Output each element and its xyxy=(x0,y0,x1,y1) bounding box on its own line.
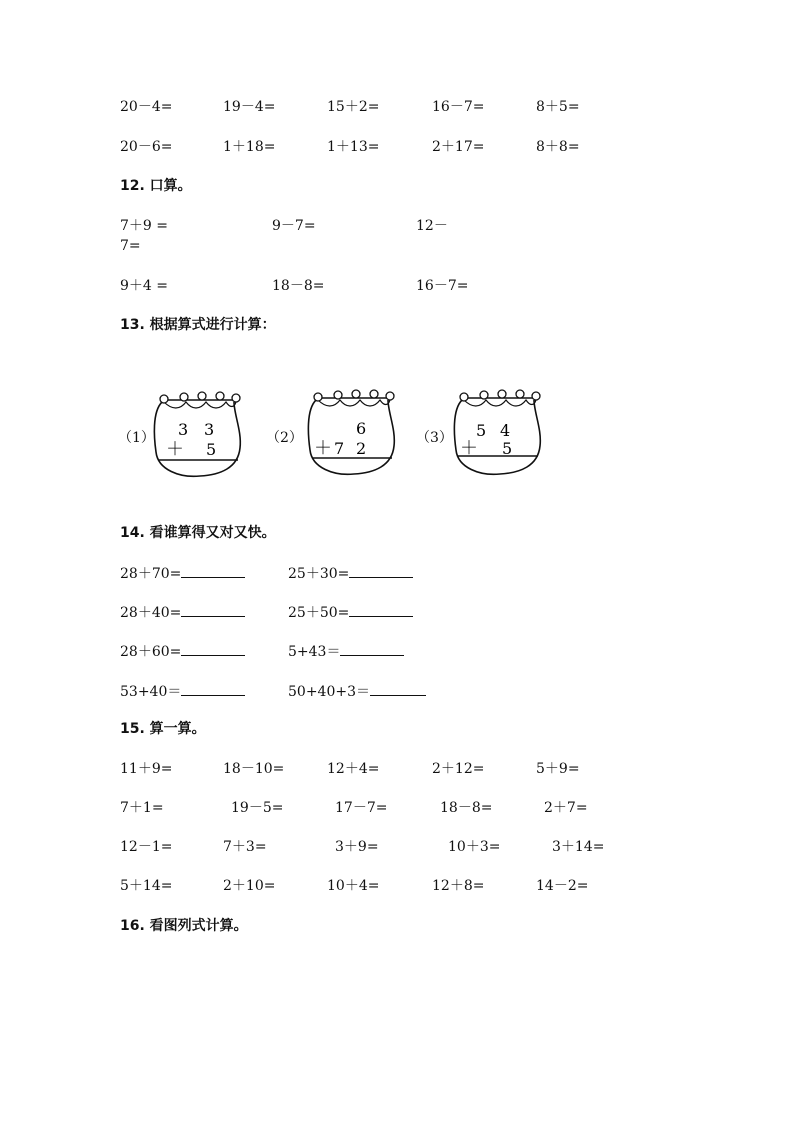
answer-blank[interactable] xyxy=(340,641,404,656)
exercise: 18－10= xyxy=(223,761,285,777)
exercise: 10＋3= xyxy=(448,839,501,855)
digit: 4 xyxy=(500,421,511,440)
exercise: 2＋7= xyxy=(544,800,588,816)
exercise: 11＋9= xyxy=(120,761,173,777)
digit: 5 xyxy=(502,439,513,458)
exercise: 1＋18= xyxy=(223,139,276,155)
exercise: 14－2= xyxy=(536,878,589,894)
bag-illustration xyxy=(450,386,546,478)
exercise: 12－ xyxy=(416,218,448,234)
exercise: 20－4= xyxy=(120,99,173,115)
bag-illustration xyxy=(304,386,400,478)
exercise: 19－4= xyxy=(223,99,276,115)
digit: 7 xyxy=(334,439,345,458)
answer-blank[interactable] xyxy=(349,602,413,617)
answer-blank[interactable] xyxy=(370,681,426,696)
exercise xyxy=(288,641,404,661)
exercise: 20－6= xyxy=(120,139,173,155)
exercise: 5＋9= xyxy=(536,761,580,777)
digit: 5 xyxy=(206,440,217,459)
exercise: 16－7= xyxy=(432,99,485,115)
exercise: 2＋10= xyxy=(223,878,276,894)
exercise-text: 28＋40= xyxy=(120,605,182,621)
answer-blank[interactable] xyxy=(181,602,245,617)
exercise-text: 28＋60= xyxy=(120,644,182,660)
question-title: 14. 看谁算得又对又快。 xyxy=(120,525,276,541)
exercise: 16－7= xyxy=(416,278,469,294)
question-title: 16. 看图列式计算。 xyxy=(120,918,248,934)
exercise-text: 25＋50= xyxy=(288,605,350,621)
answer-blank[interactable] xyxy=(181,563,245,578)
exercise: 2＋12= xyxy=(432,761,485,777)
exercise: 18－8= xyxy=(440,800,493,816)
exercise: 10＋4= xyxy=(327,878,380,894)
digit: 6 xyxy=(356,419,367,438)
exercise: 3＋9= xyxy=(335,839,379,855)
exercise: 8＋8= xyxy=(536,139,580,155)
exercise: 12＋8= xyxy=(432,878,485,894)
question-title: 13. 根据算式进行计算： xyxy=(120,317,276,333)
exercise: 12＋4= xyxy=(327,761,380,777)
digit: 2 xyxy=(356,439,367,458)
exercise: 8＋5= xyxy=(536,99,580,115)
exercise: 5＋14= xyxy=(120,878,173,894)
digit: 5 xyxy=(476,421,487,440)
exercise-text: 5+43＝ xyxy=(288,644,341,660)
exercise-text: 28＋70= xyxy=(120,566,182,582)
plus-sign: ＋ xyxy=(460,438,478,459)
exercise xyxy=(288,681,426,701)
exercise: 7＋3= xyxy=(223,839,267,855)
answer-blank[interactable] xyxy=(349,563,413,578)
exercise: 12－1= xyxy=(120,839,173,855)
answer-blank[interactable] xyxy=(181,681,245,696)
item-number: （2） xyxy=(266,430,303,446)
exercise: 19－5= xyxy=(231,800,284,816)
exercise-text: 53+40＝ xyxy=(120,684,182,700)
exercise: 2＋17= xyxy=(432,139,485,155)
plus-sign: ＋ xyxy=(166,439,184,460)
exercise: 1＋13= xyxy=(327,139,380,155)
item-number: （1） xyxy=(118,430,155,446)
exercise xyxy=(120,681,245,701)
exercise: 9－7= xyxy=(272,218,316,234)
exercise-text: 25＋30= xyxy=(288,566,350,582)
bag-illustration xyxy=(150,388,246,480)
exercise-text: 50+40+3＝ xyxy=(288,684,370,700)
question-title: 15. 算一算。 xyxy=(120,721,206,737)
exercise: 7＋1= xyxy=(120,800,164,816)
answer-blank[interactable] xyxy=(181,641,245,656)
exercise: 17－7= xyxy=(335,800,388,816)
digit: 3 xyxy=(204,420,215,439)
exercise xyxy=(120,641,245,661)
item-number: （3） xyxy=(416,430,453,446)
exercise xyxy=(288,563,413,583)
exercise: 15＋2= xyxy=(327,99,380,115)
exercise xyxy=(120,602,245,622)
digit: 3 xyxy=(178,420,189,439)
plus-sign: ＋ xyxy=(314,438,332,459)
exercise-wrap: 7= xyxy=(120,238,141,254)
question-title: 12. 口算。 xyxy=(120,178,192,194)
exercise: 7＋9 = xyxy=(120,218,168,234)
exercise: 3＋14= xyxy=(552,839,605,855)
exercise xyxy=(120,563,245,583)
exercise xyxy=(288,602,413,622)
exercise: 18－8= xyxy=(272,278,325,294)
exercise: 9＋4 = xyxy=(120,278,168,294)
